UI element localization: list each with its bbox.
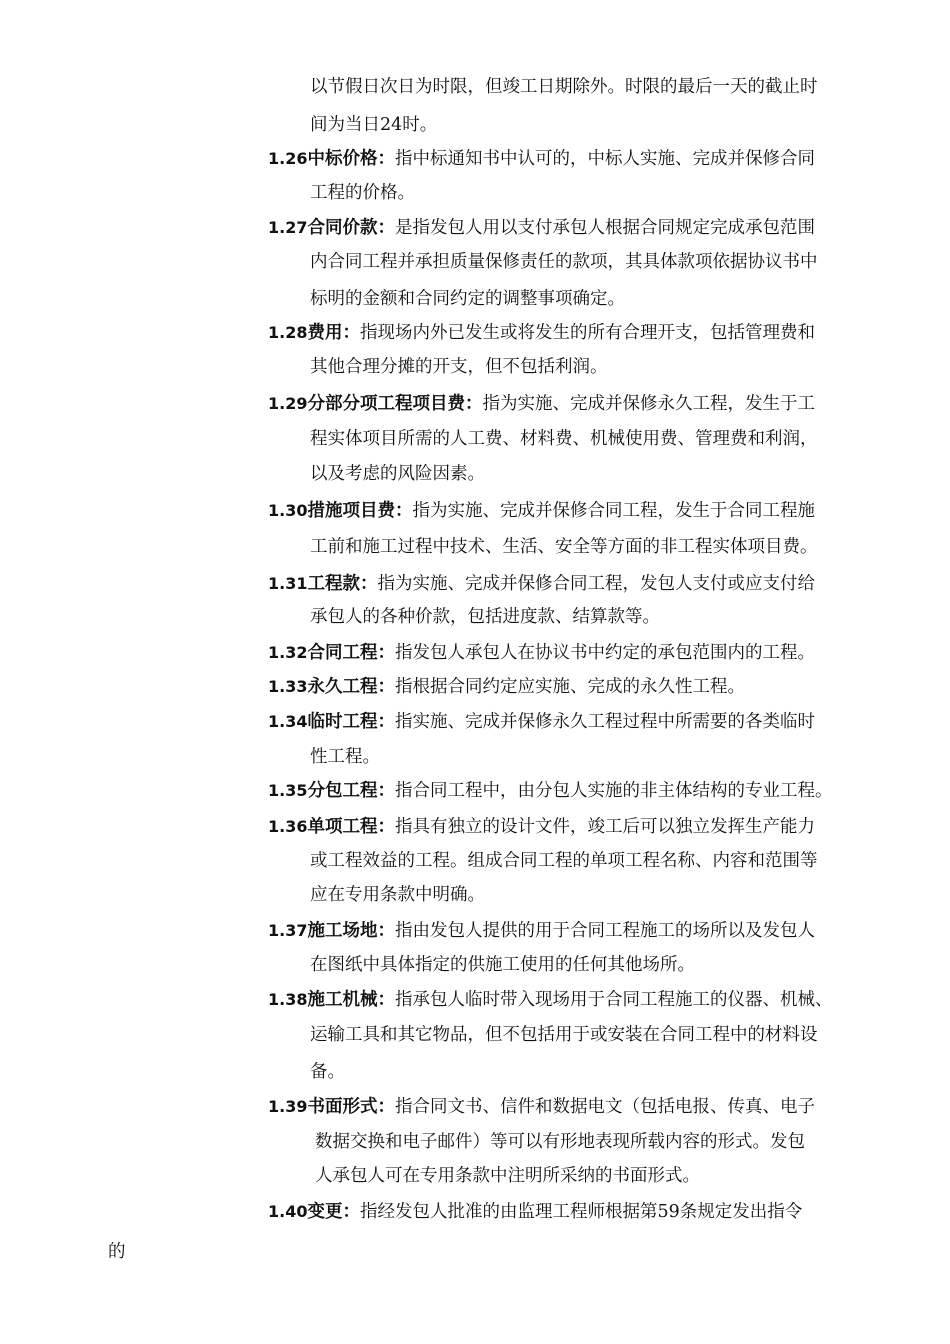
item-number: 1.40 bbox=[268, 1202, 308, 1221]
definition-text: 指实施、完成并保修永久工程过程中所需要的各类临时 bbox=[394, 712, 815, 732]
defined-term: 施工场地： bbox=[307, 921, 395, 941]
continuation-line bbox=[310, 113, 437, 137]
definition-text: 程实体项目所需的人工费、材料费、机械使用费、管理费和利润， bbox=[310, 429, 818, 449]
definition-text: 指具有独立的设计文件，竣工后可以独立发挥生产能力 bbox=[394, 817, 815, 837]
continuation-line bbox=[310, 1060, 345, 1084]
continuation-line bbox=[310, 953, 695, 977]
definition-item-line bbox=[268, 321, 815, 345]
definition-item-line bbox=[268, 1200, 802, 1224]
item-number: 1.26 bbox=[268, 149, 308, 168]
defined-term: 合同价款： bbox=[307, 218, 395, 238]
definition-text: 或工程效益的工程。组成合同工程的单项工程名称、内容和范围等 bbox=[310, 851, 818, 871]
definition-item-line bbox=[268, 675, 745, 699]
defined-term: 分部分项工程项目费： bbox=[307, 394, 483, 414]
definition-item-line bbox=[268, 572, 815, 596]
definition-text: 人承包人可在专用条款中注明所采纳的书面形式。 bbox=[315, 1166, 700, 1186]
item-number: 1.27 bbox=[268, 218, 308, 237]
item-number: 1.30 bbox=[268, 501, 308, 520]
definition-item-line bbox=[268, 1095, 815, 1119]
definition-item-line bbox=[268, 216, 815, 240]
item-number: 1.36 bbox=[268, 817, 308, 836]
definition-text: 内合同工程并承担质量保修责任的款项，其具体款项依据协议书中 bbox=[310, 252, 818, 272]
definition-text: 的 bbox=[108, 1242, 126, 1262]
item-number: 1.34 bbox=[268, 712, 308, 731]
definition-text: 是指发包人用以支付承包人根据合同规定完成承包范围 bbox=[394, 218, 815, 238]
defined-term: 工程款： bbox=[307, 574, 378, 594]
definition-text: 性工程。 bbox=[310, 747, 380, 767]
definition-text: 指合同工程中，由分包人实施的非主体结构的专业工程。 bbox=[394, 781, 833, 801]
defined-term: 书面形式： bbox=[307, 1097, 395, 1117]
definition-text: 标明的金额和合同约定的调整事项确定。 bbox=[310, 289, 625, 309]
item-number: 1.31 bbox=[268, 574, 308, 593]
definition-text: 指中标通知书中认可的，中标人实施、完成并保修合同 bbox=[394, 149, 815, 169]
definition-item-line bbox=[268, 641, 815, 665]
definition-text: 指由发包人提供的用于合同工程施工的场所以及发包人 bbox=[394, 921, 815, 941]
defined-term: 合同工程： bbox=[307, 643, 395, 663]
definition-text: 指合同文书、信件和数据电文（包括电报、传真、电子 bbox=[394, 1097, 815, 1117]
definition-item-line bbox=[268, 815, 815, 839]
definition-item-line bbox=[268, 919, 815, 943]
definition-text: 指承包人临时带入现场用于合同工程施工的仪器、机械、 bbox=[394, 990, 833, 1010]
continuation-line bbox=[310, 355, 608, 379]
item-number: 1.39 bbox=[268, 1097, 308, 1116]
continuation-line bbox=[310, 462, 485, 486]
continuation-line bbox=[310, 427, 818, 451]
continuation-line bbox=[310, 535, 818, 559]
definition-item-line bbox=[268, 988, 832, 1012]
defined-term: 变更： bbox=[307, 1202, 360, 1222]
definition-text: 以节假日次日为时限，但竣工日期除外。时限的最后一天的截止时 bbox=[310, 77, 818, 97]
definition-text: 指根据合同约定应实施、完成的永久性工程。 bbox=[394, 677, 745, 697]
definition-text: 在图纸中具体指定的供施工使用的任何其他场所。 bbox=[310, 955, 695, 975]
continuation-line bbox=[310, 287, 625, 311]
definition-text: 指为实施、完成并保修合同工程，发生于合同工程施 bbox=[412, 501, 815, 521]
definition-text: 承包人的各种价款，包括进度款、结算款等。 bbox=[310, 607, 660, 627]
defined-term: 中标价格： bbox=[307, 149, 395, 169]
continuation-line bbox=[315, 1164, 700, 1188]
definition-text: 备。 bbox=[310, 1062, 345, 1082]
definition-text: 应在专用条款中明确。 bbox=[310, 885, 485, 905]
item-number: 1.35 bbox=[268, 781, 308, 800]
definition-text: 指现场内外已发生或将发生的所有合理开支，包括管理费和 bbox=[359, 323, 815, 343]
defined-term: 单项工程： bbox=[307, 817, 395, 837]
definition-text: 运输工具和其它物品，但不包括用于或安装在合同工程中的材料设 bbox=[310, 1025, 818, 1045]
continuation-line bbox=[310, 181, 415, 205]
item-number: 1.37 bbox=[268, 921, 308, 940]
continuation-line bbox=[315, 1130, 805, 1154]
continuation-line bbox=[108, 1240, 126, 1264]
definition-item-line bbox=[268, 147, 815, 171]
continuation-line bbox=[310, 745, 380, 769]
item-number: 1.29 bbox=[268, 394, 308, 413]
item-number: 1.38 bbox=[268, 990, 308, 1009]
definition-text: 指为实施、完成并保修永久工程，发生于工 bbox=[482, 394, 815, 414]
definition-text: 其他合理分摊的开支，但不包括利润。 bbox=[310, 357, 608, 377]
definition-text: 指为实施、完成并保修合同工程，发包人支付或应支付给 bbox=[377, 574, 815, 594]
definition-item-line bbox=[268, 779, 832, 803]
definition-item-line bbox=[268, 499, 815, 523]
defined-term: 分包工程： bbox=[307, 781, 395, 801]
defined-term: 永久工程： bbox=[307, 677, 395, 697]
continuation-line bbox=[310, 250, 818, 274]
definition-item-line bbox=[268, 710, 815, 734]
continuation-line bbox=[310, 849, 818, 873]
item-number: 1.32 bbox=[268, 643, 308, 662]
defined-term: 措施项目费： bbox=[307, 501, 413, 521]
item-number: 1.28 bbox=[268, 323, 308, 342]
continuation-line bbox=[310, 75, 818, 99]
defined-term: 施工机械： bbox=[307, 990, 395, 1010]
definition-text: 间为当日24时。 bbox=[310, 115, 438, 135]
defined-term: 费用： bbox=[307, 323, 360, 343]
definition-text: 工程的价格。 bbox=[310, 183, 415, 203]
continuation-line bbox=[310, 605, 660, 629]
defined-term: 临时工程： bbox=[307, 712, 395, 732]
continuation-line bbox=[310, 1023, 818, 1047]
definition-text: 数据交换和电子邮件）等可以有形地表现所载内容的形式。发包 bbox=[315, 1132, 805, 1152]
item-number: 1.33 bbox=[268, 677, 308, 696]
definition-text: 以及考虑的风险因素。 bbox=[310, 464, 485, 484]
definition-item-line bbox=[268, 392, 815, 416]
continuation-line bbox=[310, 883, 485, 907]
definition-text: 指经发包人批准的由监理工程师根据第59条规定发出指令 bbox=[359, 1202, 803, 1222]
definition-text: 指发包人承包人在协议书中约定的承包范围内的工程。 bbox=[394, 643, 815, 663]
definition-text: 工前和施工过程中技术、生活、安全等方面的非工程实体项目费。 bbox=[310, 537, 818, 557]
